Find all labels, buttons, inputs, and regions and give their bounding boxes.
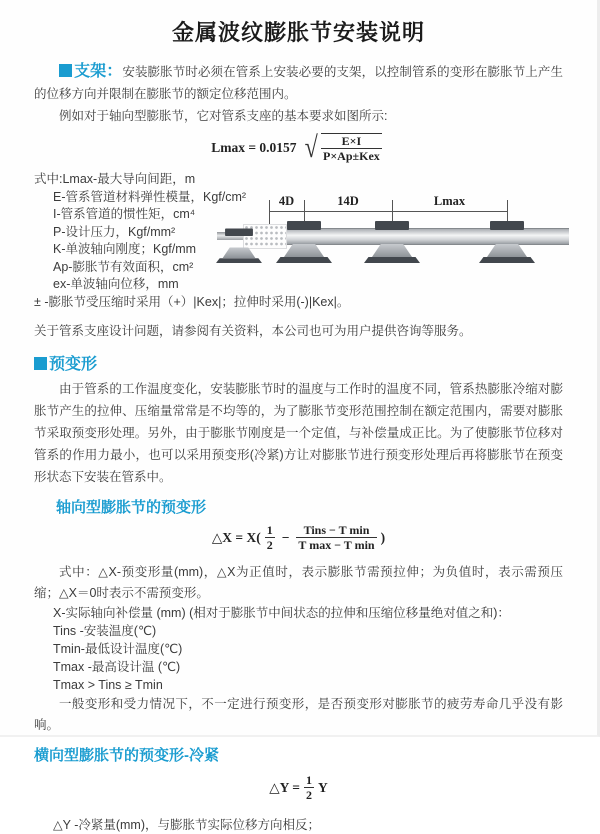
minus-operator: − [281, 529, 290, 545]
predeform-paragraph: 由于管系的工作温度变化，安装膨胀节时的温度与工作时的温度不同，管系热膨胀冷缩对膨胀节产生的拉伸、压缩量常常是不均等的，为了膨胀节变形范围控制在额定范围内，需要对膨胀节采取预变形处理。另外，由于膨胀节刚度是一个定值，与补偿量成正比。为了使膨胀节位移对管系的作用力最小，也可以采用预变形(冷紧)方让对膨胀节进行预变形处理后再将膨胀节在预变形状态下安装在管系中。 [34, 382, 563, 484]
lateral-formula-lhs: △Y = [269, 779, 300, 795]
guide-support-icon [479, 217, 535, 263]
section-bullet-icon [59, 64, 72, 77]
lateral-desc: △Y -冷紧量(mm)，与膨胀节实际位移方向相反； [53, 818, 321, 832]
dim-label-lmax: Lmax [433, 194, 466, 208]
definition-line: Ap-膨胀节有效面积，cm² [53, 259, 194, 274]
axial-formula-rhs: ) [380, 529, 386, 545]
definitions-and-diagram [34, 171, 563, 321]
definition-line: ± -膨胀节受压缩时采用（+）|Kex|；拉伸时采用(-)|Kex|。 [34, 294, 350, 309]
axial-formula-half: $\frac{1}{2}$ [266, 523, 273, 552]
page-title: 金属波纹膨胀节安装说明 [171, 20, 425, 45]
pipe-support-diagram [217, 195, 569, 275]
lmax-formula-lhs: Lmax = 0.0157 [211, 140, 297, 155]
support-intro-paragraph [34, 61, 563, 105]
axial-item: Tins -安装温度(℃) [53, 624, 157, 638]
lateral-formula-rhs: Y [317, 779, 328, 795]
lmax-formula [34, 133, 563, 163]
dim-label-14d: 14D [337, 194, 359, 208]
axial-formula-temp-fraction: $\frac{\text{Tins − T min}}{\text{T max − T min}}$ [298, 523, 375, 552]
support-example-line: 例如对于轴向型膨胀节，它对管系支座的基本要求如图所示: [59, 109, 388, 123]
axial-formula-lhs: △X = X( [211, 529, 261, 545]
support-intro-text: 安装膨胀节时必须在管系上安装必要的支架，以控制管系的变形在膨胀节上产生的位移方向并限制在膨胀节的额定位移范围内。 [34, 65, 563, 101]
lateral-formula [34, 773, 563, 802]
lateral-formula-half: $\frac{1}{2}$ [305, 773, 312, 802]
lmax-formula-denominator: P×Ap±Kex [323, 149, 380, 163]
subheading-axial-predeform: 轴向型膨胀节的预变形 [56, 499, 207, 516]
dim-label-4d: 4D [278, 194, 295, 208]
lmax-formula-fraction [321, 133, 382, 163]
support-note: 关于管系支座设计问题，请参阅有关资料，本公司也可为用户提供咨询等服务。 [34, 324, 472, 338]
guide-support-icon [364, 217, 420, 263]
axial-item: X-实际轴向补偿量 (mm) (相对于膨胀节中间状态的拉伸和压缩位移量绝对值之和)： [53, 606, 510, 620]
axial-item: Tmax > Tins ≥ Tmin [53, 678, 163, 692]
where-label: 式中: [34, 172, 63, 186]
anchor-support-icon [216, 225, 262, 263]
section-bullet-icon [34, 357, 47, 370]
definition-line: K-单波轴向刚度；Kgf/mm [53, 242, 197, 256]
sqrt-icon: √ [304, 131, 318, 164]
definition-line: P-设计压力，Kgf/mm² [53, 224, 176, 239]
guide-support-icon [276, 217, 332, 263]
section-heading-support: 支架： [74, 63, 123, 80]
axial-desc: 式中：△X-预变形量(mm)，△X为正值时，表示膨胀节需预拉伸；为负值时，表示需预压缩；△X＝0时表示不需预变形。 [34, 565, 563, 600]
axial-formula [34, 523, 563, 552]
axial-note: 一般变形和受力情况下，不一定进行预变形，是否预变形对膨胀节的疲劳寿命几乎没有影响。 [34, 697, 563, 732]
lmax-formula-numerator: E×I [341, 134, 362, 148]
axial-item: Tmin-最低设计温度(℃) [53, 642, 183, 656]
section-heading-predeform: 预变形 [34, 351, 563, 374]
definition-line: ex-单波轴向位移，mm [53, 277, 179, 291]
definition-line: E-管系管道材料弹性模量，Kgf/cm² [53, 189, 247, 204]
definition-line: I-管系管道的惯性矩，cm⁴ [53, 207, 196, 221]
axial-item: Tmax -最高设计温 (℃) [53, 660, 181, 674]
definition-line: 式中:Lmax-最大导向间距，m [34, 172, 196, 186]
subheading-lateral-predeform: 横向型膨胀节的预变形-冷紧 [34, 747, 219, 764]
